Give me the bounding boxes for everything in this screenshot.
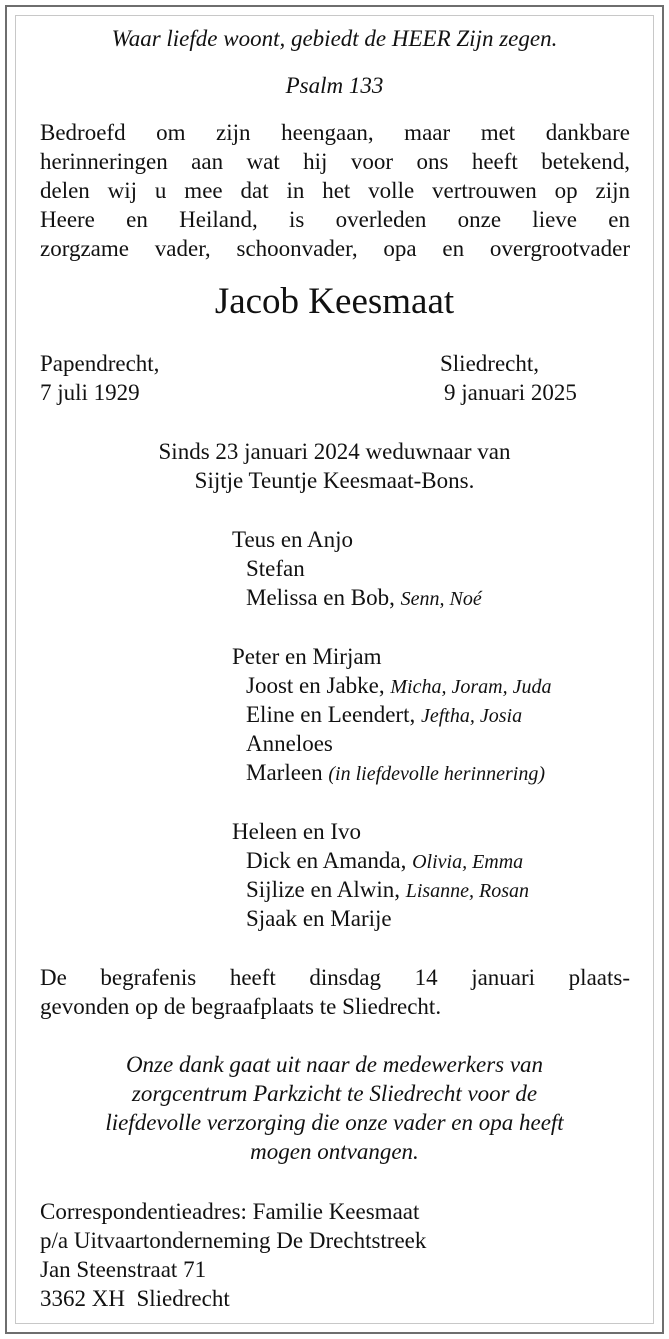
birth-date: 7 juli 1929 bbox=[40, 380, 140, 405]
member-name: Marleen bbox=[246, 760, 323, 785]
deceased-name: Jacob Keesmaat bbox=[214, 281, 455, 322]
intro-line: Heere en Heiland, is overleden onze lieve en bbox=[40, 207, 630, 232]
grandchildren-names: Jeftha, Josia bbox=[420, 705, 523, 727]
grandchildren-names: Lisanne, Rosan bbox=[405, 880, 530, 902]
birth-place: Papendrecht, bbox=[40, 351, 160, 376]
death-place: Sliedrecht, bbox=[440, 351, 539, 376]
member-name: Stefan bbox=[246, 556, 305, 581]
family-member bbox=[246, 700, 522, 731]
funeral-line: De begrafenis heeft dinsdag 14 januari plaats- bbox=[40, 965, 630, 990]
member-name: Melissa en Bob, bbox=[246, 585, 395, 610]
family-member bbox=[246, 758, 545, 789]
family-member bbox=[246, 875, 529, 906]
family-member bbox=[246, 904, 392, 933]
intro-line: zorgzame vader, schoonvader, opa en overgrootvader bbox=[40, 236, 630, 261]
family-member bbox=[246, 554, 305, 583]
funeral-line: gevonden op de begraafplaats te Sliedrecht. bbox=[40, 994, 442, 1019]
intro-line: Bedroefd om zijn heengaan, maar met dankbare bbox=[40, 120, 630, 145]
psalm-reference: Psalm 133 bbox=[285, 73, 384, 98]
address-line: Jan Steenstraat 71 bbox=[40, 1257, 207, 1282]
grandchildren-names: Senn, Noé bbox=[400, 588, 482, 610]
intro-line: herinneringen aan wat hij voor ons heeft betekend, bbox=[40, 149, 630, 174]
motto: Waar liefde woont, gebiedt de HEER Zijn zegen. bbox=[111, 26, 558, 51]
grandchildren-names: Olivia, Emma bbox=[412, 851, 524, 873]
widower-line: Sinds 23 januari 2024 weduwnaar van bbox=[158, 439, 511, 464]
family-head: Peter en Mirjam bbox=[232, 644, 382, 669]
in-memory-note: (in liefdevolle herinnering) bbox=[328, 763, 545, 785]
member-name: Joost en Jabke, bbox=[246, 673, 385, 698]
thanks-line: Onze dank gaat uit naar de medewerkers van bbox=[125, 1052, 544, 1077]
member-name: Sijlize en Alwin, bbox=[246, 877, 400, 902]
thanks-line: zorgcentrum Parkzicht te Sliedrecht voor de bbox=[131, 1081, 538, 1106]
member-name: Dick en Amanda, bbox=[246, 848, 407, 873]
widower-line: Sijtje Teuntje Keesmaat-Bons. bbox=[194, 468, 475, 493]
family-member bbox=[246, 729, 333, 758]
family-member bbox=[246, 846, 523, 877]
member-name: Anneloes bbox=[246, 731, 333, 756]
grandchildren-names: Micha, Joram, Juda bbox=[390, 676, 552, 698]
member-name: Sjaak en Marije bbox=[246, 906, 392, 931]
address-line: 3362 XH Sliedrecht bbox=[40, 1286, 230, 1311]
member-name: Eline en Leendert, bbox=[246, 702, 416, 727]
family-member bbox=[246, 583, 482, 614]
thanks-line: mogen ontvangen. bbox=[250, 1139, 419, 1164]
intro-line: delen wij u mee dat in het volle vertrouwen op zijn bbox=[40, 178, 630, 203]
address-line: p/a Uitvaartonderneming De Drechtstreek bbox=[40, 1228, 427, 1253]
death-date: 9 januari 2025 bbox=[444, 380, 577, 405]
address-line: Correspondentieadres: Familie Keesmaat bbox=[40, 1199, 420, 1224]
thanks-line: liefdevolle verzorging die onze vader en opa heeft bbox=[105, 1110, 564, 1135]
family-member bbox=[246, 671, 551, 702]
family-head: Teus en Anjo bbox=[232, 527, 354, 552]
family-head: Heleen en Ivo bbox=[232, 819, 361, 844]
